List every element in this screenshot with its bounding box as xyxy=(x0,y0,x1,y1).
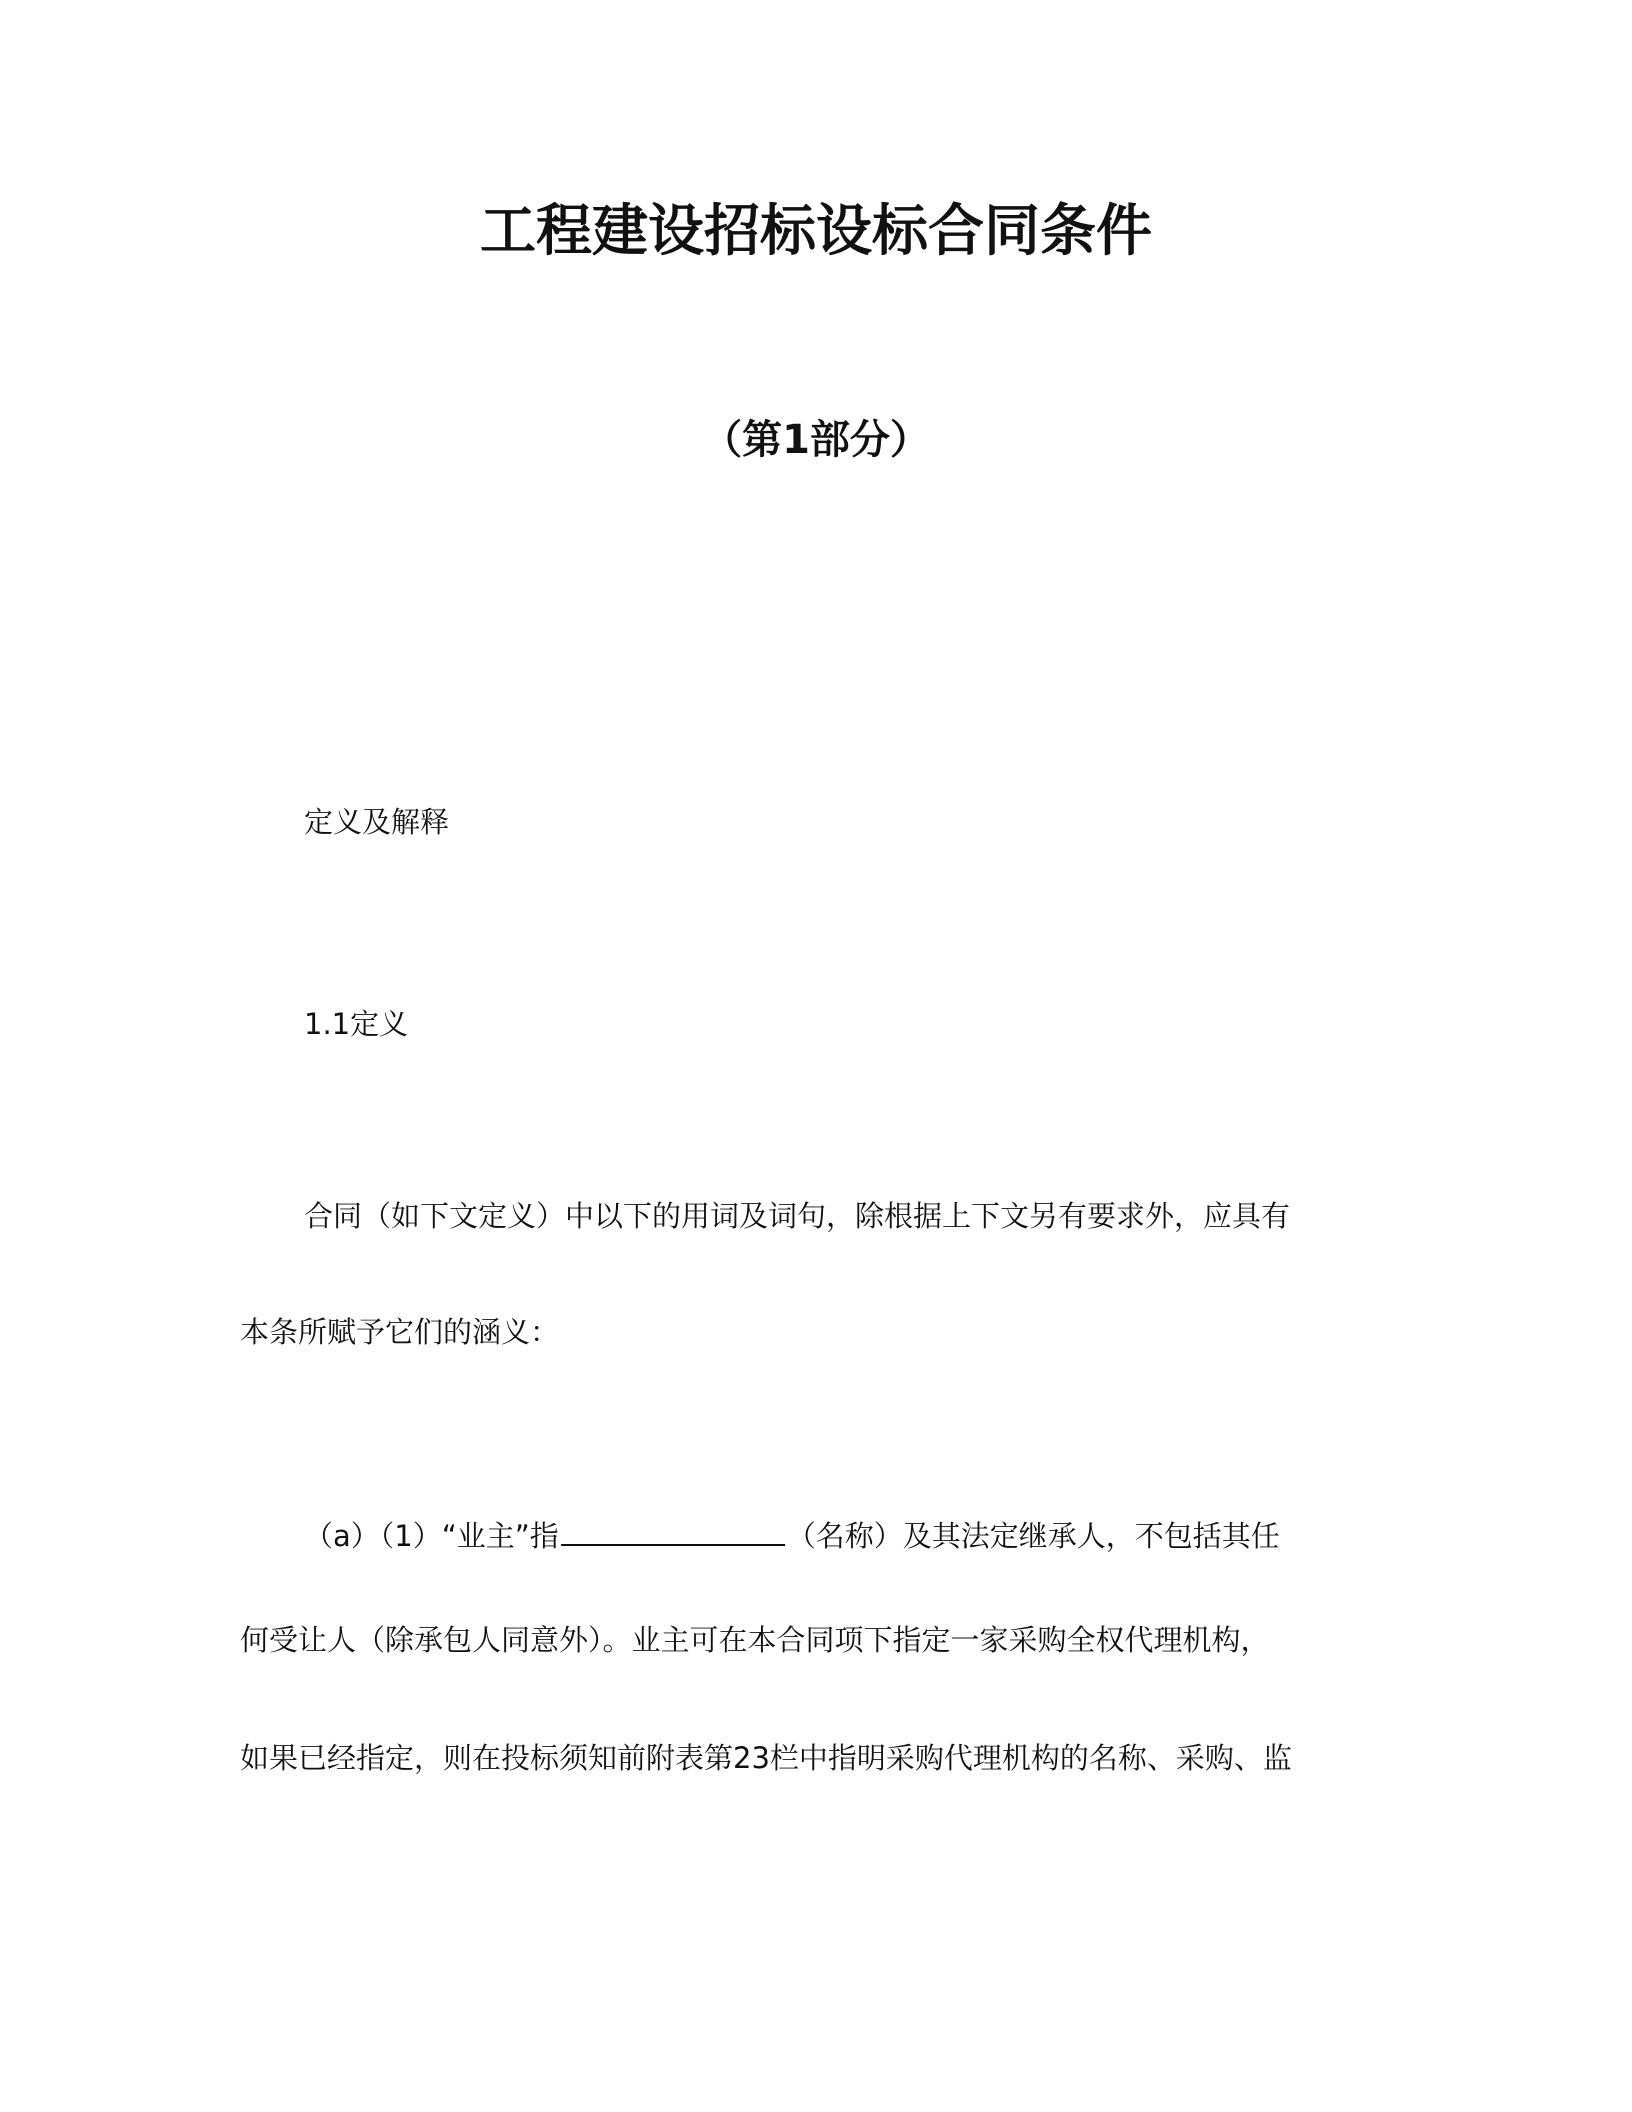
paragraph-item-a-line-1 xyxy=(304,1512,1280,1558)
subsection-heading: 1.1定义 xyxy=(304,1007,409,1041)
document-subtitle: （第1部分） xyxy=(702,417,930,463)
item-a-label-text: （a）（1）“业主”指 xyxy=(304,1519,559,1553)
paragraph-intro-line-2: 本条所赋予它们的涵义： xyxy=(240,1315,560,1349)
paragraph-item-a-line-3: 如果已经指定，则在投标须知前附表第23栏中指明采购代理机构的名称、采购、监 xyxy=(240,1741,1292,1775)
paragraph-intro-line-1: 合同（如下文定义）中以下的用词及词句，除根据上下文另有要求外，应具有 xyxy=(304,1199,1291,1233)
name-blank-underline xyxy=(561,1512,785,1546)
section-heading: 定义及解释 xyxy=(304,805,450,839)
document-title: 工程建设招标设标合同条件 xyxy=(480,199,1152,264)
item-a-continuation-text: （名称）及其法定继承人，不包括其任 xyxy=(786,1519,1280,1553)
paragraph-item-a-line-2: 何受让人（除承包人同意外）。业主可在本合同项下指定一家采购全权代理机构， xyxy=(240,1623,1270,1657)
